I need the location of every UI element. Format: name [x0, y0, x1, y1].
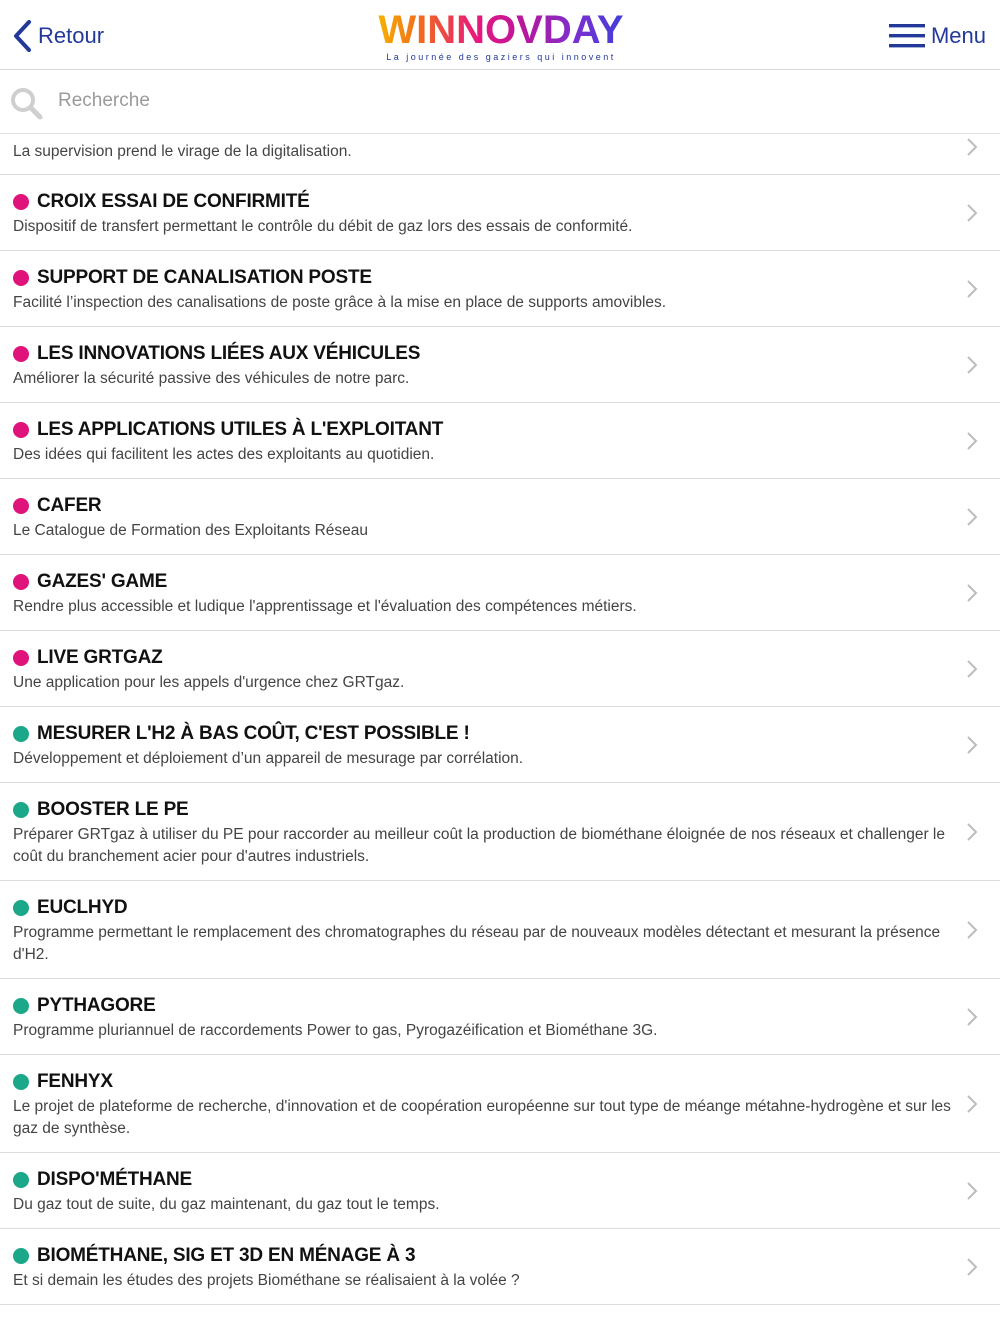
back-label: Retour [38, 23, 105, 48]
item-description: Développement et déploiement d’un appareil de mesurage par corrélation. [13, 750, 524, 767]
list-item-partial[interactable] [0, 135, 1000, 175]
menu-label: Menu [930, 23, 986, 48]
logo-wordmark: WINNOVDAY [376, 10, 626, 50]
item-description: Préparer GRTgaz à utiliser du PE pour raccorder au meilleur coût la production de biométhane éloignée de nos réseaux et challenger le coût du branchement acier pour d'autres industriels. [13, 826, 945, 865]
item-title-row [13, 265, 960, 291]
item-description: Et si demain les études des projets Biométhane se réalisaient à la volée ? [13, 1272, 520, 1289]
item-title: DISPO'MÉTHANE [37, 1169, 192, 1190]
item-title: CROIX ESSAI DE CONFIRMITÉ [37, 191, 310, 212]
category-dot [13, 1248, 29, 1264]
item-title: CAFER [37, 495, 102, 516]
category-dot [13, 346, 29, 362]
chevron-right-icon [966, 1007, 978, 1027]
chevron-right-icon [966, 1181, 978, 1201]
list-item[interactable] [0, 783, 1000, 881]
item-title: FENHYX [37, 1071, 113, 1092]
category-dot [13, 998, 29, 1014]
chevron-right-icon [966, 822, 978, 842]
item-title-row [13, 993, 960, 1019]
category-dot [13, 726, 29, 742]
category-dot [13, 900, 29, 916]
chevron-right-icon [966, 137, 978, 157]
item-description: Améliorer la sécurité passive des véhicules de notre parc. [13, 370, 410, 387]
list-item[interactable] [0, 1055, 1000, 1153]
chevron-right-icon [966, 659, 978, 679]
chevron-right-icon [966, 355, 978, 375]
list-item[interactable] [0, 1229, 1000, 1305]
item-title: SUPPORT DE CANALISATION POSTE [37, 267, 372, 288]
category-dot [13, 1074, 29, 1090]
item-description: Une application pour les appels d'urgence chez GRTgaz. [13, 674, 405, 691]
list-item[interactable] [0, 979, 1000, 1055]
item-description: Le Catalogue de Formation des Exploitants Réseau [13, 522, 368, 539]
category-dot [13, 270, 29, 286]
chevron-right-icon [966, 203, 978, 223]
item-title-row [13, 1069, 960, 1095]
hamburger-icon [889, 23, 925, 49]
chevron-left-icon [12, 19, 32, 53]
item-title: LIVE GRTGAZ [37, 647, 163, 668]
category-dot [13, 422, 29, 438]
item-title: LES INNOVATIONS LIÉES AUX VÉHICULES [37, 343, 421, 364]
category-dot [13, 574, 29, 590]
item-title-row [13, 1243, 960, 1269]
list-item[interactable] [0, 631, 1000, 707]
chevron-right-icon [966, 735, 978, 755]
list-item[interactable] [0, 251, 1000, 327]
list-item[interactable] [0, 881, 1000, 979]
list-item[interactable] [0, 1153, 1000, 1229]
item-title-row [13, 721, 960, 747]
item-description: Le projet de plateforme de recherche, d'innovation et de coopération européenne sur tout type de méange métahne-hydrogène et sur les gaz de synthèse. [13, 1098, 951, 1137]
item-title-row [13, 493, 960, 519]
item-description: Du gaz tout de suite, du gaz maintenant, du gaz tout le temps. [13, 1196, 440, 1213]
category-dot [13, 802, 29, 818]
list-item[interactable] [0, 479, 1000, 555]
chevron-right-icon [966, 507, 978, 527]
item-title: BIOMÉTHANE, SIG ET 3D EN MÉNAGE À 3 [37, 1245, 416, 1266]
list-item[interactable] [0, 403, 1000, 479]
search-bar [0, 70, 1000, 134]
chevron-right-icon [966, 920, 978, 940]
category-dot [13, 1172, 29, 1188]
item-title: MESURER L'H2 À BAS COÛT, C'EST POSSIBLE ! [37, 723, 470, 744]
item-description: Dispositif de transfert permettant le contrôle du débit de gaz lors des essais de conformité. [13, 218, 633, 235]
item-title-row [13, 895, 960, 921]
search-icon [10, 87, 44, 121]
chevron-right-icon [966, 431, 978, 451]
item-title: LES APPLICATIONS UTILES À L'EXPLOITANT [37, 419, 444, 440]
item-title: GAZES' GAME [37, 571, 168, 592]
item-title-row [13, 1167, 960, 1193]
back-button[interactable] [12, 16, 104, 56]
menu-button[interactable] [889, 16, 986, 56]
item-title-row [13, 569, 960, 595]
category-dot [13, 194, 29, 210]
list-item[interactable] [0, 707, 1000, 783]
item-description: Programme pluriannuel de raccordements Power to gas, Pyrogazéification et Biométhane 3G. [13, 1022, 658, 1039]
list-item[interactable] [0, 327, 1000, 403]
item-title-row [13, 341, 960, 367]
item-title-row [13, 189, 960, 215]
chevron-right-icon [966, 583, 978, 603]
item-title: BOOSTER LE PE [37, 799, 189, 820]
item-description: Rendre plus accessible et ludique l'apprentissage et l'évaluation des compétences métiers. [13, 598, 637, 615]
chevron-right-icon [966, 1257, 978, 1277]
item-title: EUCLHYD [37, 897, 128, 918]
item-description: Facilité l’inspection des canalisations de poste grâce à la mise en place de supports amovibles. [13, 294, 667, 311]
chevron-right-icon [966, 1094, 978, 1114]
chevron-right-icon [966, 279, 978, 299]
item-title-row [13, 645, 960, 671]
search-input[interactable] [58, 84, 958, 118]
innovation-list [0, 135, 1000, 1334]
item-title: PYTHAGORE [37, 995, 156, 1016]
top-bar [0, 0, 1000, 70]
logo-tagline: La journée des gaziers qui innovent [386, 52, 616, 62]
category-dot [13, 650, 29, 666]
item-description: La supervision prend le virage de la digitalisation. [13, 143, 352, 160]
item-description: Programme permettant le remplacement des chromatographes du réseau par de nouveaux modèles détectant et mesurant la présence d'H2. [13, 924, 941, 963]
list-item[interactable] [0, 175, 1000, 251]
item-description: Des idées qui facilitent les actes des exploitants au quotidien. [13, 446, 435, 463]
list-item[interactable] [0, 555, 1000, 631]
app-logo [376, 10, 626, 62]
item-title-row [13, 797, 960, 823]
item-title-row [13, 417, 960, 443]
category-dot [13, 498, 29, 514]
